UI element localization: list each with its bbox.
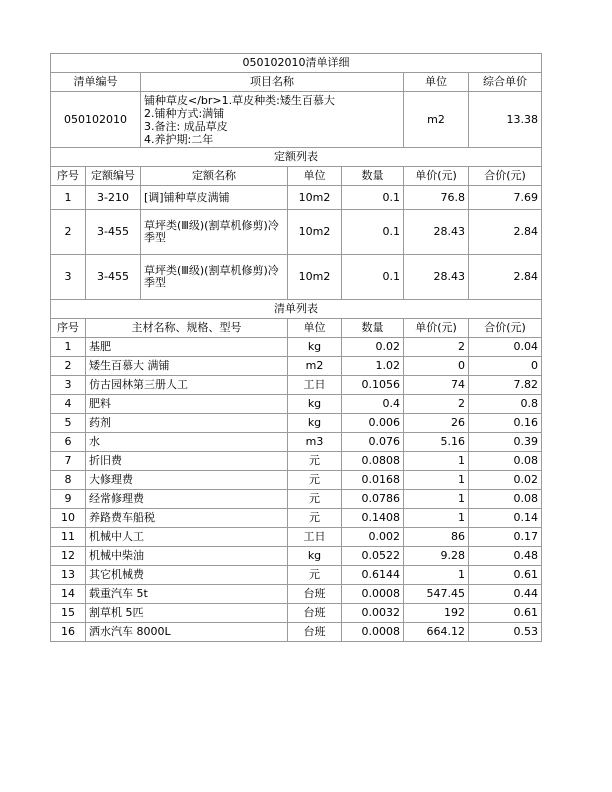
material-unit: 元	[288, 490, 342, 509]
material-qty: 0.1056	[342, 376, 404, 395]
material-unit: 台班	[288, 623, 342, 642]
material-unit-price: 664.12	[404, 623, 469, 642]
material-row	[51, 509, 542, 528]
material-name: 折旧费	[86, 452, 288, 471]
material-total: 0.08	[469, 490, 542, 509]
quota-seq-header: 序号	[51, 167, 86, 186]
material-total: 0	[469, 357, 542, 376]
material-seq: 13	[51, 566, 86, 585]
material-qty-header: 数量	[342, 319, 404, 338]
material-qty: 1.02	[342, 357, 404, 376]
material-qty: 0.0032	[342, 604, 404, 623]
material-total: 0.02	[469, 471, 542, 490]
quota-seq: 1	[51, 186, 86, 210]
material-row	[51, 547, 542, 566]
material-unit: kg	[288, 414, 342, 433]
material-qty: 0.0008	[342, 623, 404, 642]
quota-name: 草坪类(Ⅲ级)(割草机修剪)冷季型	[141, 255, 288, 300]
material-qty: 0.0808	[342, 452, 404, 471]
material-unit-price: 26	[404, 414, 469, 433]
material-name: 洒水汽车 8000L	[86, 623, 288, 642]
material-unit: 工日	[288, 376, 342, 395]
material-qty: 0.076	[342, 433, 404, 452]
material-unit-price-header: 单价(元)	[404, 319, 469, 338]
quota-qty-header: 数量	[342, 167, 404, 186]
material-row	[51, 357, 542, 376]
material-section-title: 清单列表	[51, 300, 542, 319]
material-seq: 11	[51, 528, 86, 547]
material-name: 载重汽车 5t	[86, 585, 288, 604]
material-name: 水	[86, 433, 288, 452]
material-name: 矮生百慕大 满铺	[86, 357, 288, 376]
quota-total-header: 合价(元)	[469, 167, 542, 186]
material-total: 0.53	[469, 623, 542, 642]
quota-section-title: 定额列表	[51, 148, 542, 167]
material-unit-price: 2	[404, 338, 469, 357]
material-seq: 2	[51, 357, 86, 376]
material-row	[51, 338, 542, 357]
material-name: 机械中人工	[86, 528, 288, 547]
material-seq: 15	[51, 604, 86, 623]
material-name: 养路费车船税	[86, 509, 288, 528]
material-seq: 1	[51, 338, 86, 357]
quota-total: 7.69	[469, 186, 542, 210]
material-unit-price: 1	[404, 490, 469, 509]
quota-unit: 10m2	[288, 255, 342, 300]
material-qty: 0.002	[342, 528, 404, 547]
material-seq: 16	[51, 623, 86, 642]
material-seq: 5	[51, 414, 86, 433]
quota-code: 3-455	[86, 255, 141, 300]
quota-seq: 3	[51, 255, 86, 300]
material-unit: 元	[288, 452, 342, 471]
list-price-header: 综合单价	[469, 73, 542, 92]
material-qty: 0.0168	[342, 471, 404, 490]
material-unit: m2	[288, 357, 342, 376]
material-seq: 8	[51, 471, 86, 490]
list-code-header: 清单编号	[51, 73, 141, 92]
material-unit: 元	[288, 471, 342, 490]
bill-detail-table	[50, 53, 542, 642]
material-name: 基肥	[86, 338, 288, 357]
quota-unit: 10m2	[288, 186, 342, 210]
material-row	[51, 490, 542, 509]
material-name: 药剂	[86, 414, 288, 433]
quota-total: 2.84	[469, 255, 542, 300]
material-unit-price: 192	[404, 604, 469, 623]
material-total: 0.14	[469, 509, 542, 528]
material-qty: 0.0522	[342, 547, 404, 566]
material-seq: 10	[51, 509, 86, 528]
material-unit-price: 1	[404, 452, 469, 471]
quota-unit-price-header: 单价(元)	[404, 167, 469, 186]
list-name-header: 项目名称	[141, 73, 404, 92]
material-unit: kg	[288, 395, 342, 414]
quota-total: 2.84	[469, 210, 542, 255]
list-description: 铺种草皮</br>1.草皮种类:矮生百慕大 2.铺种方式:满铺 3.备注: 成品草皮 4.养护期:二年	[141, 92, 404, 148]
material-unit-price: 1	[404, 509, 469, 528]
material-total-header: 合价(元)	[469, 319, 542, 338]
material-row	[51, 452, 542, 471]
material-unit: 工日	[288, 528, 342, 547]
material-unit: m3	[288, 433, 342, 452]
material-total: 0.61	[469, 604, 542, 623]
quota-name-header: 定额名称	[141, 167, 288, 186]
material-qty: 0.0008	[342, 585, 404, 604]
material-total: 0.08	[469, 452, 542, 471]
material-unit-price: 1	[404, 566, 469, 585]
material-total: 0.39	[469, 433, 542, 452]
material-row	[51, 623, 542, 642]
quota-unit-header: 单位	[288, 167, 342, 186]
material-unit-price: 547.45	[404, 585, 469, 604]
table-title: 050102010清单详细	[51, 54, 542, 73]
quota-name: 草坪类(Ⅲ级)(割草机修剪)冷季型	[141, 210, 288, 255]
material-unit-price: 5.16	[404, 433, 469, 452]
material-total: 0.16	[469, 414, 542, 433]
list-unit: m2	[404, 92, 469, 148]
material-unit-price: 2	[404, 395, 469, 414]
material-total: 0.48	[469, 547, 542, 566]
material-name: 经常修理费	[86, 490, 288, 509]
material-seq: 6	[51, 433, 86, 452]
material-seq: 14	[51, 585, 86, 604]
material-unit: 台班	[288, 604, 342, 623]
material-qty: 0.02	[342, 338, 404, 357]
material-row	[51, 395, 542, 414]
material-unit: 台班	[288, 585, 342, 604]
quota-code-header: 定额编号	[86, 167, 141, 186]
material-unit-price: 9.28	[404, 547, 469, 566]
material-unit: 元	[288, 566, 342, 585]
material-unit-price: 0	[404, 357, 469, 376]
material-unit-price: 1	[404, 471, 469, 490]
quota-qty: 0.1	[342, 255, 404, 300]
material-qty: 0.1408	[342, 509, 404, 528]
material-seq: 4	[51, 395, 86, 414]
quota-row	[51, 210, 542, 255]
material-row	[51, 414, 542, 433]
material-total: 0.44	[469, 585, 542, 604]
list-price: 13.38	[469, 92, 542, 148]
quota-unit: 10m2	[288, 210, 342, 255]
material-seq-header: 序号	[51, 319, 86, 338]
list-unit-header: 单位	[404, 73, 469, 92]
quota-unit-price: 28.43	[404, 255, 469, 300]
material-total: 0.8	[469, 395, 542, 414]
material-seq: 3	[51, 376, 86, 395]
material-unit-price: 86	[404, 528, 469, 547]
list-code: 050102010	[51, 92, 141, 148]
material-row	[51, 585, 542, 604]
material-qty: 0.006	[342, 414, 404, 433]
material-unit: 元	[288, 509, 342, 528]
material-unit: kg	[288, 338, 342, 357]
material-row	[51, 566, 542, 585]
material-total: 0.17	[469, 528, 542, 547]
quota-name: [调]铺种草皮满铺	[141, 186, 288, 210]
material-seq: 12	[51, 547, 86, 566]
material-unit-header: 单位	[288, 319, 342, 338]
material-name: 肥料	[86, 395, 288, 414]
material-qty: 0.4	[342, 395, 404, 414]
material-name: 割草机 5匹	[86, 604, 288, 623]
material-seq: 9	[51, 490, 86, 509]
material-qty: 0.6144	[342, 566, 404, 585]
material-row	[51, 471, 542, 490]
material-name: 其它机械费	[86, 566, 288, 585]
quota-seq: 2	[51, 210, 86, 255]
material-name: 仿古园林第三册人工	[86, 376, 288, 395]
material-qty: 0.0786	[342, 490, 404, 509]
material-row	[51, 604, 542, 623]
material-total: 0.61	[469, 566, 542, 585]
material-row	[51, 433, 542, 452]
material-row	[51, 528, 542, 547]
material-total: 0.04	[469, 338, 542, 357]
quota-row	[51, 186, 542, 210]
material-name: 机械中柴油	[86, 547, 288, 566]
material-seq: 7	[51, 452, 86, 471]
quota-row	[51, 255, 542, 300]
material-unit: kg	[288, 547, 342, 566]
material-unit-price: 74	[404, 376, 469, 395]
quota-unit-price: 28.43	[404, 210, 469, 255]
quota-code: 3-455	[86, 210, 141, 255]
quota-code: 3-210	[86, 186, 141, 210]
quota-unit-price: 76.8	[404, 186, 469, 210]
material-name-header: 主材名称、规格、型号	[86, 319, 288, 338]
material-row	[51, 376, 542, 395]
material-total: 7.82	[469, 376, 542, 395]
material-name: 大修理费	[86, 471, 288, 490]
quota-qty: 0.1	[342, 186, 404, 210]
quota-qty: 0.1	[342, 210, 404, 255]
